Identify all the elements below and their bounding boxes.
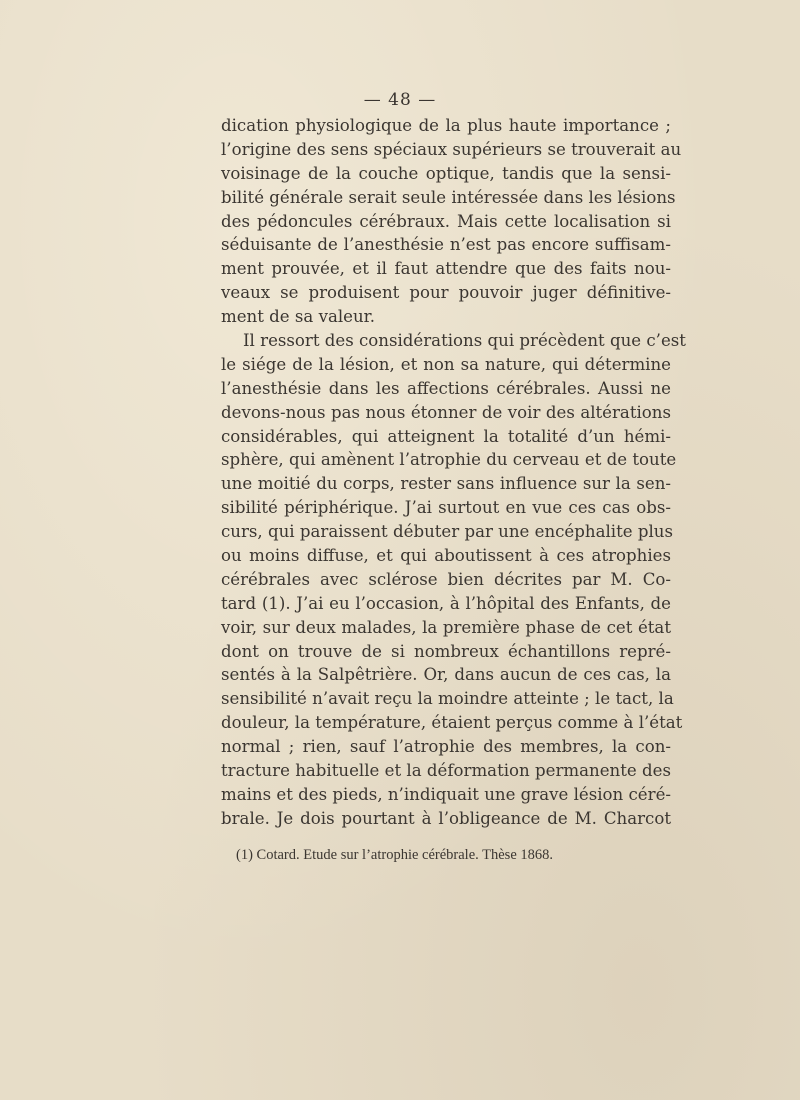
text-line: tard (1). J’ai eu l’occasion, à l’hôpital des Enfants, de [221,593,671,613]
text-line: voir, sur deux malades, la première phase de cet état [221,617,671,637]
text-line: sensibilité n’avait reçu la moindre atteinte ; le tact, la [221,689,674,709]
text-line: ment prouvée, et il faut attendre que des faits nou- [221,259,671,279]
text-line: dont on trouve de si nombreux échantillons repré- [221,641,671,661]
page-number: — 48 — [363,90,437,110]
text-line: séduisante de l’anesthésie n’est pas encore suffisam- [221,235,671,255]
text-line: bilité générale serait seule intéressée dans les lésions [221,187,676,207]
text-line: sibilité périphérique. J’ai surtout en vue ces cas obs- [221,498,671,518]
text-line: l’anesthésie dans les affections cérébrales. Aussi ne [221,378,671,398]
footnote: (1) Cotard. Etude sur l’atrophie cérébrale. Thèse 1868. [236,847,554,863]
text-line: douleur, la température, étaient perçus comme à l’état [221,713,683,733]
text-line: devons-nous pas nous étonner de voir des altérations [221,402,671,422]
text-line: ou moins diffuse, et qui aboutissent à ces atrophies [221,546,671,566]
paragraph-start-line: Il ressort des considérations qui précèdent que c’est [243,331,686,351]
text-line: cérébrales avec sclérose bien décrites par M. Co- [221,569,671,589]
text-line: dication physiologique de la plus haute importance ; [221,116,671,135]
text-line: une moitié du corps, rester sans influence sur la sen- [221,474,671,494]
text-line: sentés à la Salpêtrière. Or, dans aucun de ces cas, la [221,665,671,685]
text-line: tracture habituelle et la déformation permanente des [221,761,671,781]
text-line: mains et des pieds, n’indiquait une grave lésion céré- [221,784,671,804]
text-line: voisinage de la couche optique, tandis que la sensi- [221,163,671,183]
text-line: l’origine des sens spéciaux supérieurs se trouverait au [221,139,682,159]
body-text [221,114,686,831]
text-line: le siége de la lésion, et non sa nature, qui détermine [221,354,671,374]
text-line: des pédoncules cérébraux. Mais cette localisation si [221,211,671,231]
text-line: curs, qui paraissent débuter par une encéphalite plus [221,522,673,542]
text-line: considérables, qui atteignent la totalité d’un hémi- [221,426,671,446]
text-line: normal ; rien, sauf l’atrophie des membres, la con- [221,737,671,757]
text-line: ment de sa valeur. [221,307,376,327]
text-line: brale. Je dois pourtant à l’obligeance de M. Charcot [221,808,671,828]
text-line: sphère, qui amènent l’atrophie du cerveau et de toute [221,450,677,470]
text-line: veaux se produisent pour pouvoir juger définitive- [221,283,671,303]
